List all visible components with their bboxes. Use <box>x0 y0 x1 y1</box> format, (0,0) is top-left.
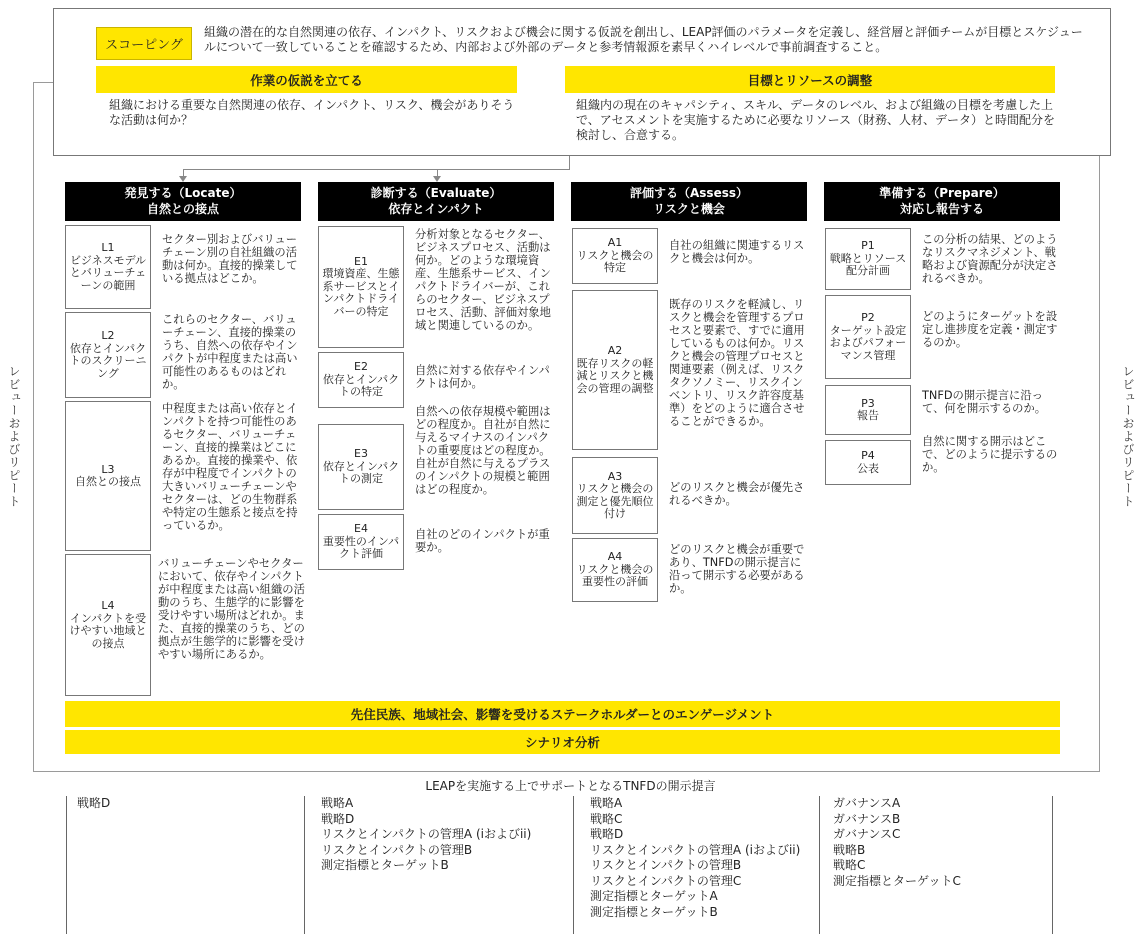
step-box-p3: P3 報告 <box>825 385 911 435</box>
scoping-tag: スコーピング <box>96 27 192 60</box>
phase-header-prepare: 準備する（Prepare） 対応し報告する <box>824 182 1060 221</box>
disclosure-item: リスクとインパクトの管理A (iおよびii) <box>321 827 532 841</box>
disclosure-item: ガバナンスB <box>833 811 901 826</box>
step-box-p2: P2 ターゲット設定およびパフォーマンス管理 <box>825 295 911 379</box>
disclosure-item: 戦略A <box>590 796 623 810</box>
scoping-description: 組織の潜在的な自然関連の依存、インパクト、リスクおよび機会に関する仮説を創出し、LEAP評価のパラメータを定義し、経営層と評価チームが目標とスケジュールについて一致していることを確認するため、内部および外部のデータと参考情報源を素早くハイレベルで事前調査すること。 <box>204 25 1083 54</box>
step-box-l4: L4 インパクトを受けやすい地域との接点 <box>65 554 151 696</box>
step-desc-l4: バリューチェーンやセクターにおいて、依存やインパクトが中程度または高い組織の活動のうち、生態学的に影響を受けやすい場所はどれか。また、直接的操業のうち、どの拠点が生態学的に影響を受けやすい場所にあるか。 <box>158 557 305 661</box>
column-divider <box>819 796 820 934</box>
hypothesis-heading: 作業の仮説を立てる <box>96 66 517 93</box>
step-desc-a1: 自社の組織に関連するリスクと機会は何か。 <box>669 239 805 265</box>
disclosure-item: 戦略D <box>321 811 355 826</box>
disclosure-item: ガバナンスA <box>833 796 901 810</box>
step-box-e2: E2 依存とインパクトの特定 <box>318 352 404 408</box>
disclosure-item: 戦略C <box>833 858 866 872</box>
connector-line <box>183 169 570 170</box>
step-desc-a2: 既存のリスクを軽減し、リスクと機会を管理するプロセスと要素で、すでに適用しているものは何か。リスクと機会の管理プロセスと関連要素（例えば、リスクタクソノミー、リスクインベントリ、リスク許容度基準）をどのように適合させることができるか。 <box>669 298 805 428</box>
step-desc-p4: 自然に関する開示はどこで、どのように提示するのか。 <box>922 435 1058 474</box>
disclosure-item: リスクとインパクトの管理B <box>590 858 742 872</box>
review-label-left: レビューおよびリピート <box>7 365 21 508</box>
step-desc-p3: TNFDの開示提言に沿って、何を開示するのか。 <box>922 389 1047 415</box>
disclosure-list-locate <box>77 796 297 812</box>
disclosure-item: 戦略C <box>590 811 623 826</box>
hypothesis-text: 組織における重要な自然関連の依存、インパクト、リスク、機会がありそうな活動は何か？ <box>109 98 515 127</box>
review-label-right: レビューおよびリピート <box>1121 365 1135 508</box>
step-box-a2: A2 既存リスクの軽減とリスクと機会の管理の調整 <box>572 290 658 450</box>
disclosure-list-evaluate <box>321 796 566 874</box>
disclosure-item: 戦略B <box>833 842 866 857</box>
step-desc-e1: 分析対象となるセクター、ビジネスプロセス、活動は何か。どのような環境資産、生態系サービス、インパクトドライバーが、これらのセクター、ビジネスプロセス、活動、評価対象地域と関連しているのか。 <box>415 228 551 332</box>
connector-line <box>569 156 570 170</box>
column-divider <box>1052 796 1053 934</box>
disclosure-list-assess <box>590 796 815 920</box>
disclosure-item: リスクとインパクトの管理B <box>321 842 473 857</box>
disclosure-item: 戦略D <box>590 827 624 841</box>
step-box-a1: A1 リスクと機会の特定 <box>572 228 658 284</box>
disclosure-title: LEAPを実施する上でサポートとなるTNFDの開示提言 <box>425 779 716 793</box>
step-desc-p2: どのようにターゲットを設定し進捗度を定義・測定するのか。 <box>922 310 1058 349</box>
goals-heading: 目標とリソースの調整 <box>565 66 1055 93</box>
step-box-l3: L3 自然との接点 <box>65 401 151 551</box>
disclosure-item: リスクとインパクトの管理C <box>590 873 742 888</box>
step-desc-a4: どのリスクと機会が重要であり、TNFDの開示提言に沿って開示する必要があるか。 <box>669 543 805 595</box>
goals-text: 組織内の現在のキャパシティ、スキル、データのレベル、および組織の目標を考慮した上で、アセスメントを実施するために必要なリソース（財務、人材、データ）と時間配分を検討し、合意する。 <box>576 98 1056 142</box>
scoping-panel <box>53 8 1111 156</box>
disclosure-item: 測定指標とターゲットC <box>833 873 961 888</box>
step-box-a4: A4 リスクと機会の重要性の評価 <box>572 538 658 602</box>
step-box-e4: E4 重要性のインパクト評価 <box>318 514 404 570</box>
disclosure-item: ガバナンスC <box>833 827 901 841</box>
step-desc-e4: 自社のどのインパクトが重要か。 <box>415 528 550 554</box>
step-box-p4: P4 公表 <box>825 440 911 485</box>
step-box-p1: P1 戦略とリソース配分計画 <box>825 228 911 290</box>
phase-header-evaluate: 診断する（Evaluate） 依存とインパクト <box>318 182 554 221</box>
step-desc-l2: これらのセクター、バリューチェーン、直接的操業のうち、自然への依存やインパクトが中程度または高い可能性のあるものはどれか。 <box>162 313 298 391</box>
step-desc-a3: どのリスクと機会が優先されるべきか。 <box>669 481 805 507</box>
step-box-l2: L2 依存とインパクトのスクリーニング <box>65 312 151 398</box>
column-divider <box>573 796 574 934</box>
column-divider <box>66 796 67 934</box>
disclosure-item: 戦略A <box>321 796 354 810</box>
disclosure-item: 戦略D <box>77 796 111 810</box>
step-desc-e2: 自然に対する依存やインパクトは何か。 <box>415 364 550 390</box>
engagement-bar: 先住民族、地域社会、影響を受けるステークホルダーとのエンゲージメント <box>65 701 1060 727</box>
step-box-e3: E3 依存とインパクトの測定 <box>318 424 404 510</box>
step-desc-e3: 自然への依存規模や範囲はどの程度か。自社が自然に与えるマイナスのインパクトの重要度はどの程度か。自社が自然に与えるプラスのインパクトの規模と範囲はどの程度か。 <box>415 405 551 496</box>
column-divider <box>304 796 305 934</box>
disclosure-item: 測定指標とターゲットA <box>590 889 718 903</box>
disclosure-item: リスクとインパクトの管理A (iおよびii) <box>590 842 801 857</box>
phase-header-locate: 発見する（Locate） 自然との接点 <box>65 182 301 221</box>
scenario-analysis-bar: シナリオ分析 <box>65 730 1060 754</box>
disclosure-item: 測定指標とターゲットB <box>321 858 449 872</box>
disclosure-list-prepare <box>833 796 1048 889</box>
phase-header-assess: 評価する（Assess） リスクと機会 <box>571 182 807 221</box>
step-desc-p1: この分析の結果、どのようなリスクマネジメント、戦略および資源配分が決定されるべきか。 <box>922 233 1058 285</box>
step-box-e1: E1 環境資産、生態系サービスとインパクトドライバーの特定 <box>318 226 404 348</box>
step-box-l1: L1 ビジネスモデルとバリューチェーンの範囲 <box>65 225 151 309</box>
step-desc-l1: セクター別およびバリューチェーン別の自社組織の活動は何か。直接的操業している拠点はどこか。 <box>162 233 298 285</box>
step-box-a3: A3 リスクと機会の測定と優先順位付け <box>572 457 658 534</box>
step-desc-l3: 中程度または高い依存とインパクトを持つ可能性のあるセクター、バリューチェーン、直接的操業はどこにあるか。直接的操業や、依存が中程度でインパクトの大きいバリューチェーンやセクターは、どの生物群系や特定の生態系と接点を持っているか。 <box>162 402 298 532</box>
disclosure-item: 測定指標とターゲットB <box>590 904 718 919</box>
